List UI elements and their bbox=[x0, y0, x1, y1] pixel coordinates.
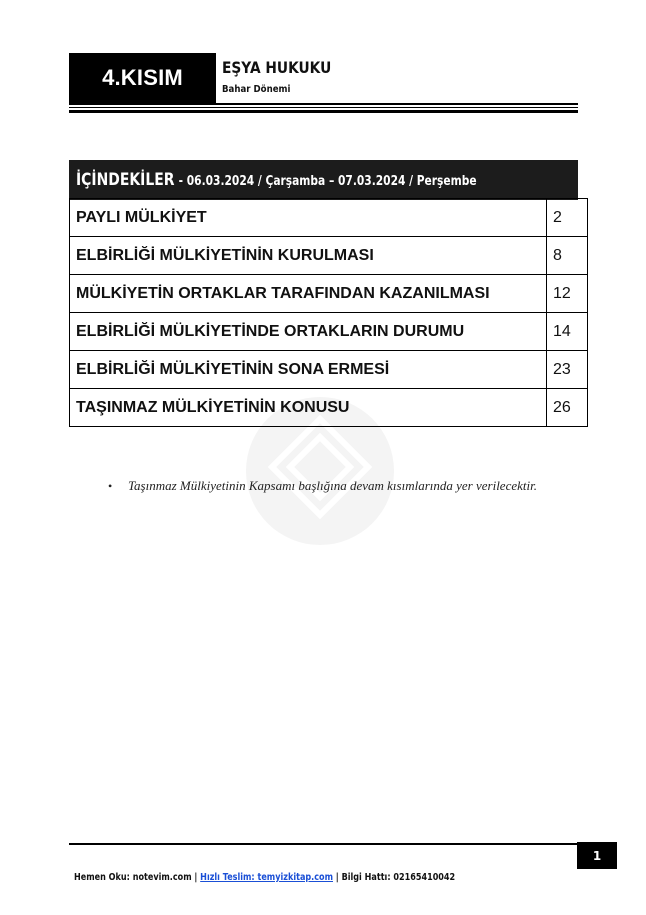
part-label: 4.KISIM bbox=[102, 65, 183, 90]
toc-row[interactable] bbox=[70, 351, 588, 389]
toc-entry-title[interactable]: TAŞINMAZ MÜLKİYETİNİN KONUSU bbox=[70, 389, 547, 427]
header-rule bbox=[69, 110, 578, 113]
toc-entry-title[interactable]: MÜLKİYETİN ORTAKLAR TARAFINDAN KAZANILMASI bbox=[70, 275, 547, 313]
toc-dates: - 06.03.2024 / Çarşamba – 07.03.2024 / Perşembe bbox=[178, 174, 477, 189]
bullet-icon: • bbox=[108, 479, 113, 493]
toc-row[interactable] bbox=[70, 313, 588, 351]
header-rule bbox=[69, 103, 578, 105]
toc-heading: İÇİNDEKİLER bbox=[76, 170, 175, 190]
note-text: Taşınmaz Mülkiyetinin Kapsamı başlığına devam kısımlarında yer verilecektir. bbox=[128, 478, 537, 493]
toc-entry-title[interactable]: ELBİRLİĞİ MÜLKİYETİNİN KURULMASI bbox=[70, 237, 547, 275]
footer-separator: | bbox=[191, 872, 201, 883]
toc-row[interactable] bbox=[70, 389, 588, 427]
toc-header bbox=[69, 160, 578, 200]
toc-entry-title[interactable]: ELBİRLİĞİ MÜLKİYETİNDE ORTAKLARIN DURUMU bbox=[70, 313, 547, 351]
toc-entry-page: 26 bbox=[547, 389, 588, 427]
footer-delivery-link[interactable]: Hızlı Teslim: temyizkitap.com bbox=[200, 872, 333, 883]
toc-row[interactable] bbox=[70, 237, 588, 275]
toc-entry-page: 8 bbox=[547, 237, 588, 275]
toc-row[interactable] bbox=[70, 275, 588, 313]
page-number: 1 bbox=[592, 848, 602, 863]
document-subtitle: Bahar Dönemi bbox=[222, 84, 291, 95]
footer-bar bbox=[74, 872, 455, 883]
toc-entry-page: 23 bbox=[547, 351, 588, 389]
document-title: EŞYA HUKUKU bbox=[222, 58, 332, 77]
page-number-box bbox=[577, 842, 617, 869]
footer-separator: | bbox=[332, 872, 342, 883]
toc-entry-page: 2 bbox=[547, 199, 588, 237]
toc-entry-title[interactable]: PAYLI MÜLKİYET bbox=[70, 199, 547, 237]
header-rule bbox=[69, 107, 578, 108]
footer-read-label: Hemen Oku: notevim.com bbox=[74, 872, 192, 883]
toc-entry-title[interactable]: ELBİRLİĞİ MÜLKİYETİNİN SONA ERMESİ bbox=[70, 351, 547, 389]
footer-hotline: Bilgi Hattı: 02165410042 bbox=[341, 872, 456, 883]
toc-table bbox=[69, 198, 588, 427]
footer-rule bbox=[69, 843, 578, 845]
toc-row[interactable] bbox=[70, 199, 588, 237]
note-item bbox=[108, 478, 537, 494]
toc-entry-page: 12 bbox=[547, 275, 588, 313]
toc-entry-page: 14 bbox=[547, 313, 588, 351]
part-label-box bbox=[69, 53, 216, 103]
